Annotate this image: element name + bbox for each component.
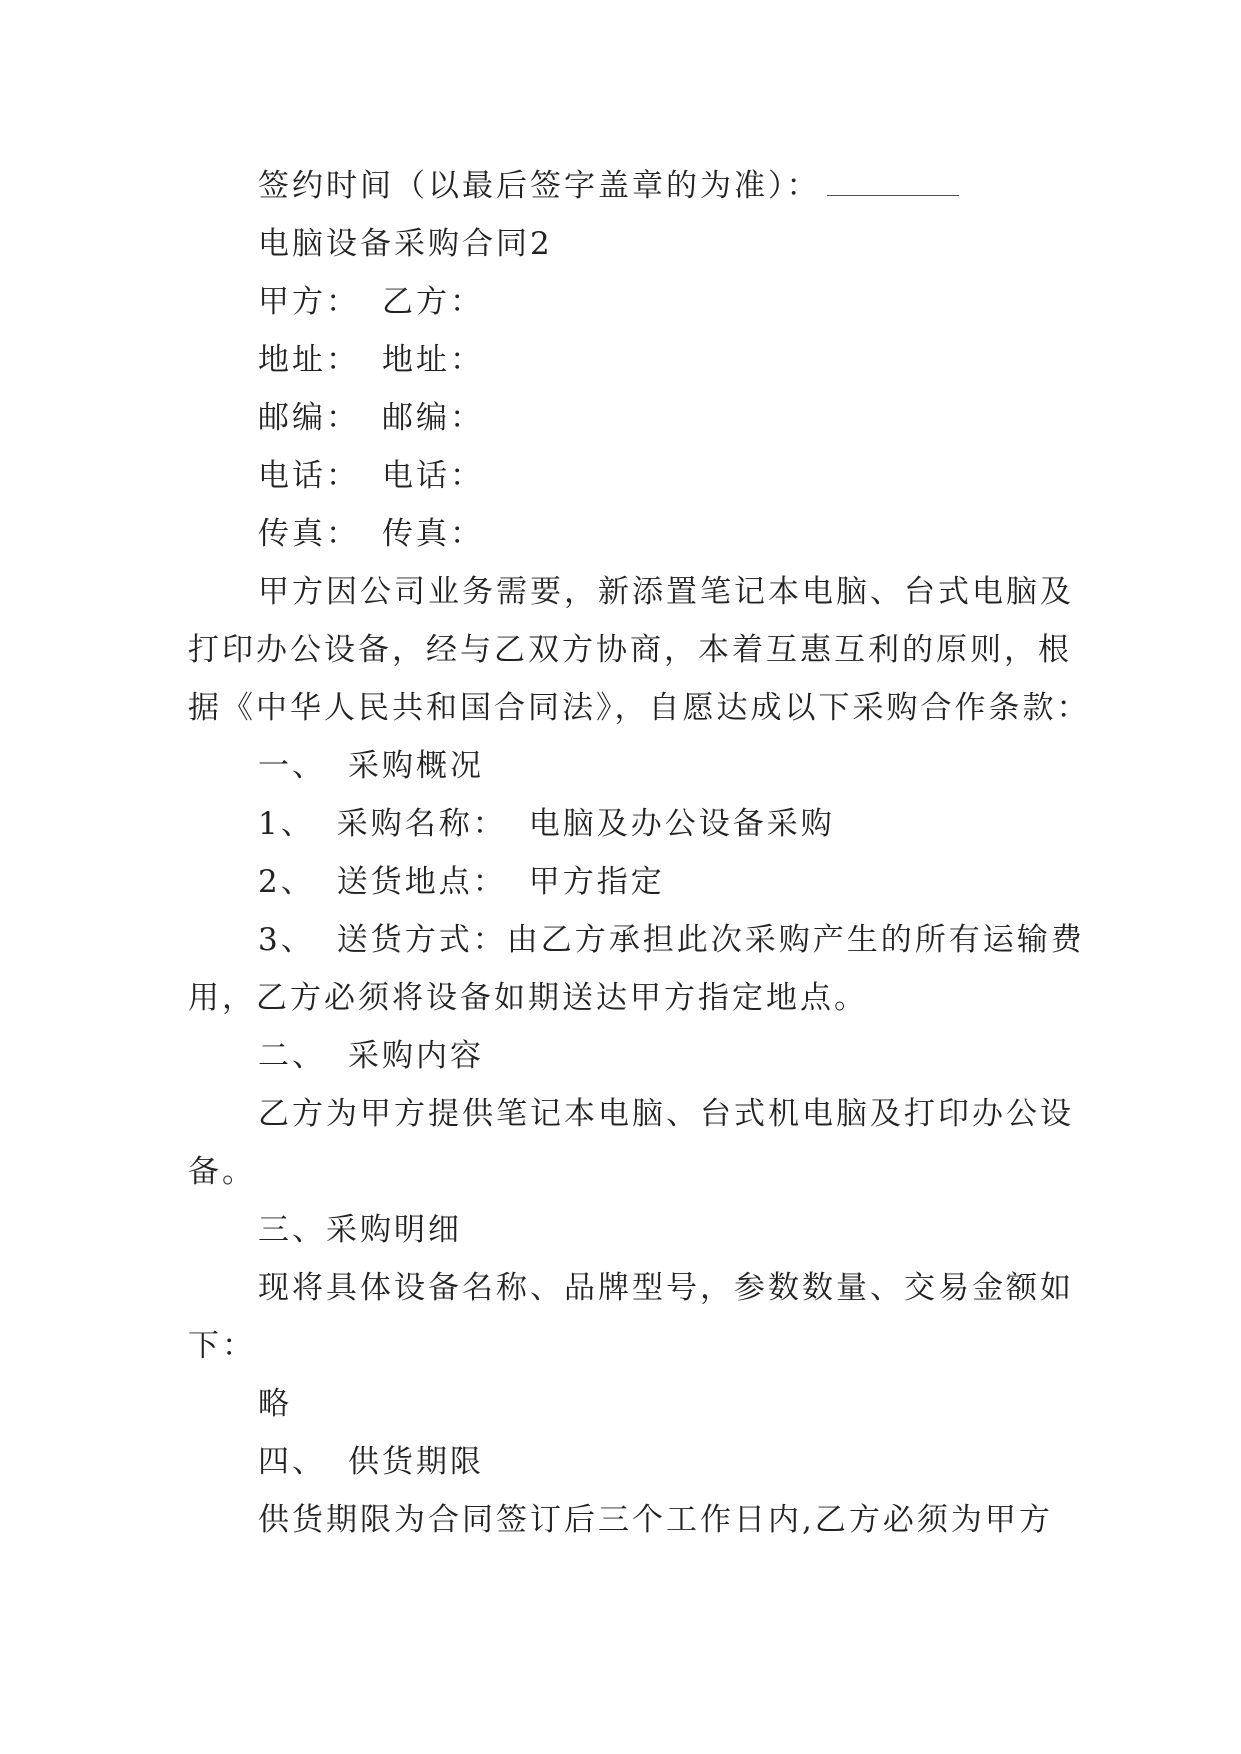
party-a-postcode-label: 邮编： xyxy=(258,400,360,436)
section-4-number: 四、 xyxy=(258,1444,326,1480)
section-1-number: 一、 xyxy=(258,748,326,784)
section-2-line-1: 乙方为甲方提供笔记本电脑、台式机电脑及打印办公设 xyxy=(258,1096,1074,1132)
section-3-line-1: 现将具体设备名称、品牌型号，参数数量、交易金额如 xyxy=(258,1270,1074,1306)
section-4-line-1: 供货期限为合同签订后三个工作日内,乙方必须为甲方 xyxy=(258,1502,1053,1538)
section-3-line-2: 下： xyxy=(188,1328,256,1364)
signing-time-label: 签约时间（以最后签字盖章的为准）： xyxy=(258,168,821,204)
item-2 xyxy=(258,862,665,902)
intro-line-3: 据《中华人民共和国合同法》，自愿达成以下采购合作条款： xyxy=(188,690,1091,726)
party-b-postcode-label: 邮编： xyxy=(382,400,484,436)
item-3-line-1: 送货方式：由乙方承担此次采购产生的所有运输费 xyxy=(336,922,1085,958)
section-4-title: 供货期限 xyxy=(348,1444,484,1480)
section-1-heading xyxy=(258,746,484,786)
party-b-fax-label: 传真： xyxy=(382,516,484,552)
section-3-heading: 三、采购明细 xyxy=(258,1212,462,1248)
section-3-line-3: 略 xyxy=(258,1386,292,1422)
item-3-line-2: 用，乙方必须将设备如期送达甲方指定地点。 xyxy=(188,980,868,1016)
section-2-line-2: 备。 xyxy=(188,1154,256,1190)
signing-time-line xyxy=(258,166,959,206)
section-2-heading xyxy=(258,1036,484,1076)
item-1-number: 1、 xyxy=(258,806,315,842)
intro-line-1: 甲方因公司业务需要，新添置笔记本电脑、台式电脑及 xyxy=(258,574,1074,610)
section-2-title: 采购内容 xyxy=(348,1038,484,1074)
item-3 xyxy=(258,920,1085,960)
section-4-heading xyxy=(258,1442,484,1482)
signing-time-blank xyxy=(827,173,959,196)
item-1 xyxy=(258,804,835,844)
contract-title: 电脑设备采购合同2 xyxy=(258,226,553,262)
address-row xyxy=(258,340,484,380)
party-b-address-label: 地址： xyxy=(382,342,484,378)
item-2-number: 2、 xyxy=(258,864,315,900)
item-2-label: 送货地点： xyxy=(336,864,507,900)
fax-row xyxy=(258,514,484,554)
phone-row xyxy=(258,456,484,496)
section-1-title: 采购概况 xyxy=(348,748,484,784)
party-a-fax-label: 传真： xyxy=(258,516,360,552)
party-a-address-label: 地址： xyxy=(258,342,360,378)
item-1-value: 电脑及办公设备采购 xyxy=(528,806,835,842)
party-row xyxy=(258,282,484,322)
intro-line-2: 打印办公设备，经与乙双方协商，本着互惠互利的原则，根 xyxy=(188,632,1072,668)
party-a-label: 甲方： xyxy=(258,284,360,320)
party-a-phone-label: 电话： xyxy=(258,458,360,494)
item-2-value: 甲方指定 xyxy=(528,864,665,900)
item-1-label: 采购名称： xyxy=(336,806,507,842)
party-b-label: 乙方： xyxy=(382,284,484,320)
party-b-phone-label: 电话： xyxy=(382,458,484,494)
postcode-row xyxy=(258,398,484,438)
section-2-number: 二、 xyxy=(258,1038,326,1074)
item-3-number: 3、 xyxy=(258,922,315,958)
